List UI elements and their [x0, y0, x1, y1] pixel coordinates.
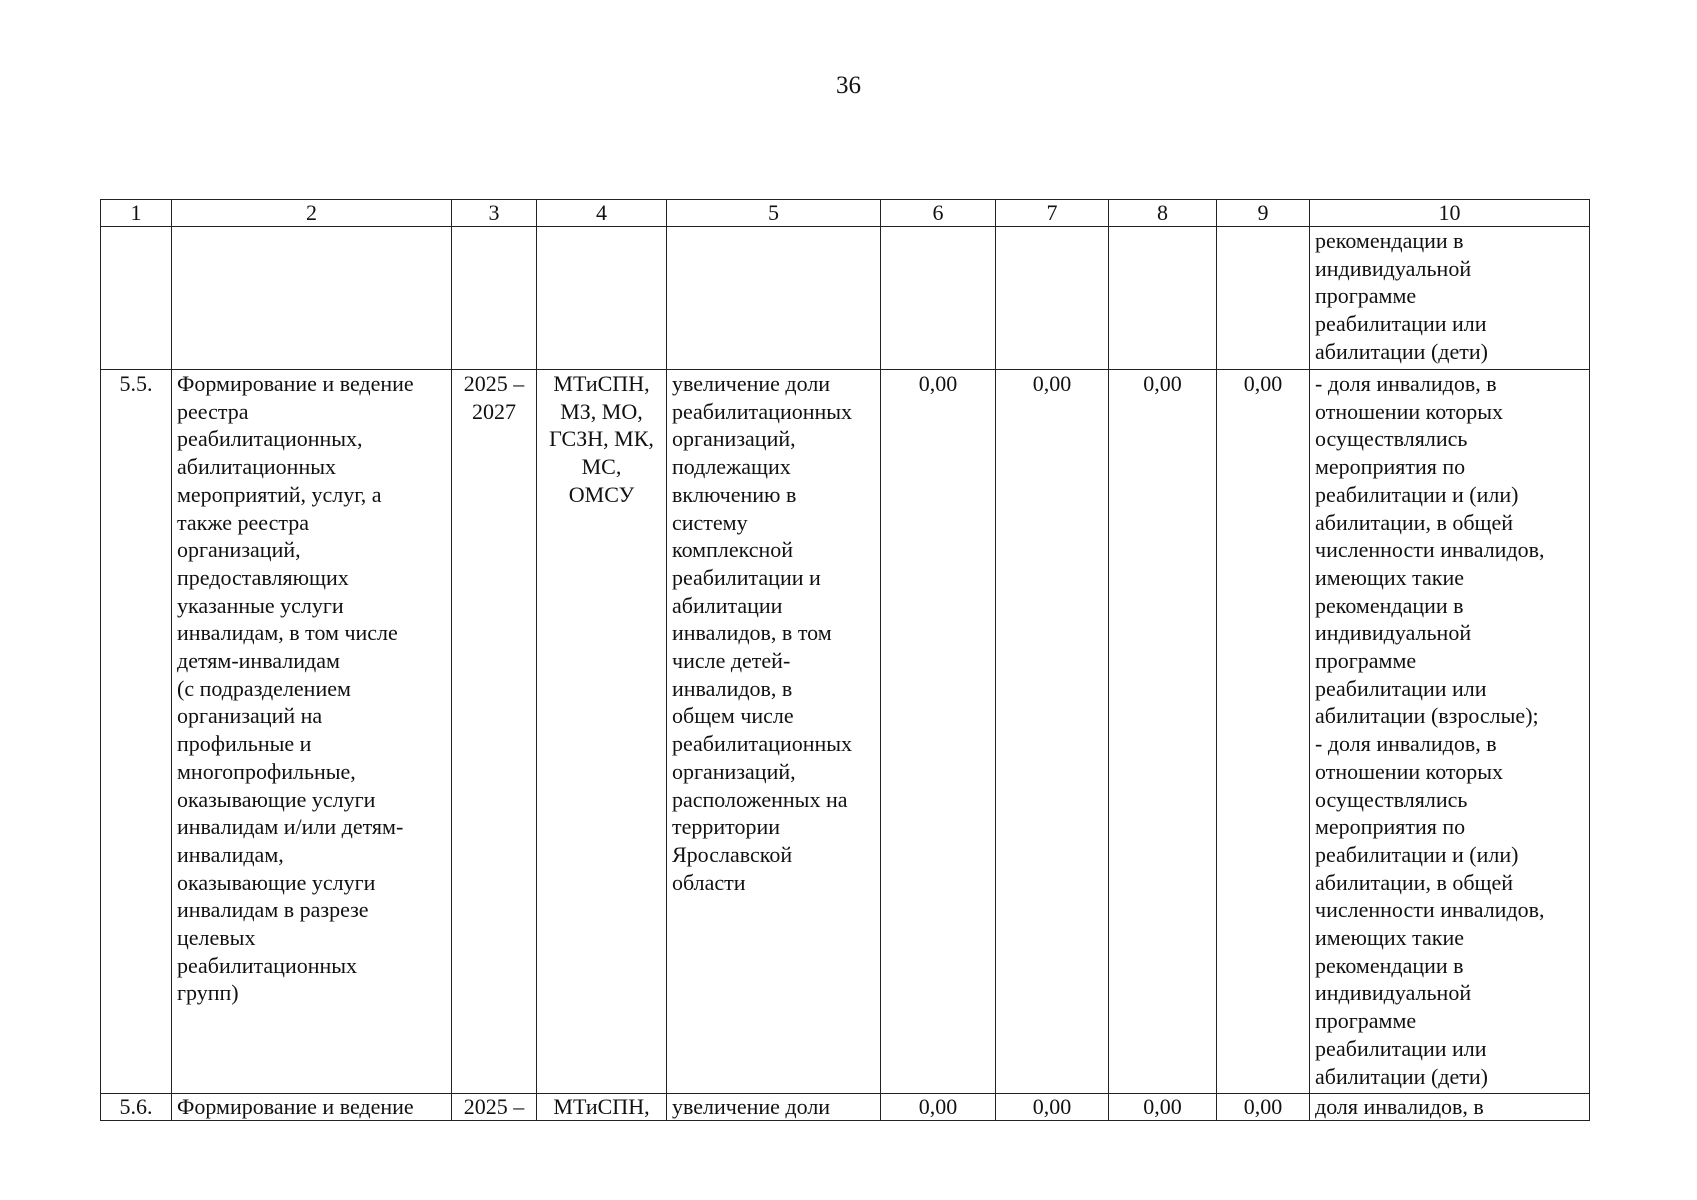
- cell-value-8: 0,00: [1109, 370, 1217, 1094]
- header-col-9: 9: [1217, 200, 1310, 227]
- cell-indicator: - доля инвалидов, в отношении которых осуществлялись мероприятия по реабилитации и (или) абилитации, в общей численности инвалидов, имеющих такие рекомендации в индивидуальной программе реабилитации или абилитации (взрослые); - доля инвалидов, в отношении которых осуществлялись мероприятия по реабилитации и (или) абилитации, в общей численности инвалидов, имеющих такие рекомендации в индивидуальной программе реабилитации или абилитации (дети): [1310, 370, 1590, 1094]
- page-number: 36: [836, 72, 861, 99]
- header-col-8: 8: [1109, 200, 1217, 227]
- cell-value-7: 0,00: [996, 1094, 1109, 1121]
- cell-period: 2025 – 2027: [452, 370, 537, 1094]
- cell-empty: [172, 227, 452, 370]
- table-row: [101, 1094, 1590, 1121]
- header-col-7: 7: [996, 200, 1109, 227]
- header-col-5: 5: [667, 200, 881, 227]
- cell-expected-result: увеличение доли: [667, 1094, 881, 1121]
- table-row-continuation: [101, 227, 1590, 370]
- cell-executors: МТиСПН,: [537, 1094, 667, 1121]
- cell-indicator: рекомендации в индивидуальной программе реабилитации или абилитации (дети): [1310, 227, 1590, 370]
- header-col-6: 6: [881, 200, 996, 227]
- measures-table: [100, 199, 1590, 1121]
- table-header: [101, 200, 1590, 227]
- cell-empty: [452, 227, 537, 370]
- cell-empty: [537, 227, 667, 370]
- cell-empty: [996, 227, 1109, 370]
- header-col-10: 10: [1310, 200, 1590, 227]
- cell-period: 2025 –: [452, 1094, 537, 1121]
- header-row: [101, 200, 1590, 227]
- cell-value-6: 0,00: [881, 370, 996, 1094]
- header-col-2: 2: [172, 200, 452, 227]
- cell-executors: МТиСПН, МЗ, МО, ГСЗН, МК, МС, ОМСУ: [537, 370, 667, 1094]
- cell-value-9: 0,00: [1217, 1094, 1310, 1121]
- cell-expected-result: увеличение доли реабилитационных организаций, подлежащих включению в систему комплексной реабилитации и абилитации инвалидов, в том числе детей- инвалидов, в общем числе реабилитационных организаций, расположенных на территории Ярославской области: [667, 370, 881, 1094]
- header-col-4: 4: [537, 200, 667, 227]
- cell-empty: [1109, 227, 1217, 370]
- cell-value-6: 0,00: [881, 1094, 996, 1121]
- cell-item-number: 5.6.: [101, 1094, 172, 1121]
- header-col-3: 3: [452, 200, 537, 227]
- cell-value-9: 0,00: [1217, 370, 1310, 1094]
- header-col-1: 1: [101, 200, 172, 227]
- cell-empty: [1217, 227, 1310, 370]
- table-row: [101, 370, 1590, 1094]
- cell-empty: [667, 227, 881, 370]
- cell-measure-name: Формирование и ведение реестра реабилитационных, абилитационных мероприятий, услуг, а также реестра организаций, предоставляющих указанные услуги инвалидам, в том числе детям-инвалидам (с подразделением организаций на профильные и многопрофильные, оказывающие услуги инвалидам и/или детям- инвалидам, оказывающие услуги инвалидам в разрезе целевых реабилитационных групп): [172, 370, 452, 1094]
- cell-empty: [881, 227, 996, 370]
- cell-value-8: 0,00: [1109, 1094, 1217, 1121]
- cell-indicator: доля инвалидов, в: [1310, 1094, 1590, 1121]
- cell-item-number: 5.5.: [101, 370, 172, 1094]
- cell-measure-name: Формирование и ведение: [172, 1094, 452, 1121]
- cell-value-7: 0,00: [996, 370, 1109, 1094]
- cell-empty: [101, 227, 172, 370]
